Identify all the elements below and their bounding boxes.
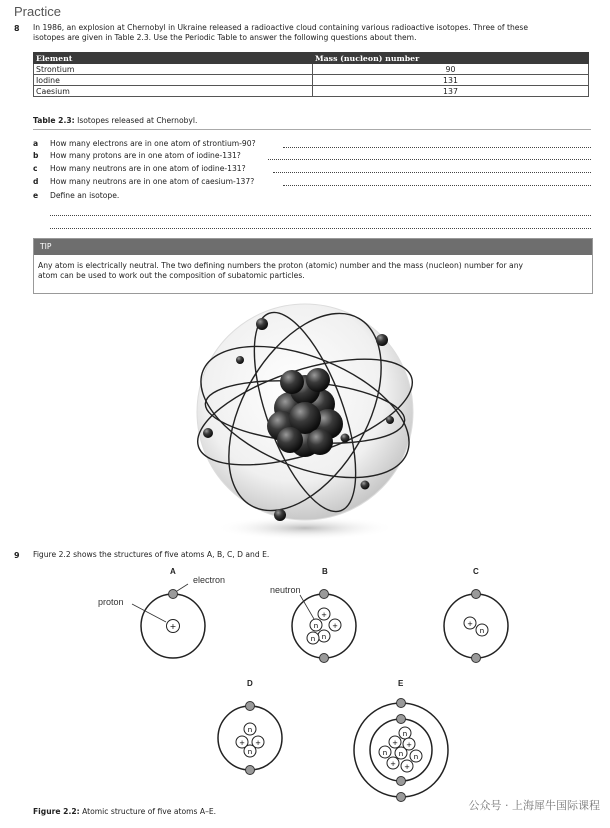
svg-text:+: + bbox=[239, 739, 245, 747]
figure-caption-text: Atomic structure of five atoms A–E. bbox=[82, 807, 217, 816]
watermark: 公众号 · 上海犀牛国际课程 bbox=[468, 799, 600, 812]
table-header-element: Element bbox=[34, 53, 313, 64]
atom-e bbox=[354, 699, 448, 802]
table-cell-element: Strontium bbox=[34, 64, 313, 75]
sub-question-text: How many protons are in one atom of iodine-131? bbox=[50, 151, 241, 160]
proton-label: proton bbox=[98, 597, 124, 607]
atom-b bbox=[292, 590, 356, 663]
atom-label-a: A bbox=[170, 567, 176, 576]
neutron-label: neutron bbox=[270, 585, 301, 595]
section-heading: Practice bbox=[14, 4, 61, 19]
sub-question-letter: c bbox=[33, 164, 38, 173]
table-cell-element: Iodine bbox=[34, 75, 313, 86]
question-9-text: Figure 2.2 shows the structures of five atoms A, B, C, D and E. bbox=[33, 550, 270, 559]
svg-text:n: n bbox=[402, 730, 408, 738]
svg-text:+: + bbox=[321, 611, 327, 619]
table-caption-text: Isotopes released at Chernobyl. bbox=[77, 116, 198, 125]
tip-line-2: atom can be used to work out the composition of subatomic particles. bbox=[38, 271, 305, 280]
atom-c bbox=[444, 590, 508, 663]
sub-question-text: How many neutrons are in one atom of iodine-131? bbox=[50, 164, 246, 173]
table-caption-label: Table 2.3: bbox=[33, 116, 75, 125]
question-8-line-1: In 1986, an explosion at Chernobyl in Ukraine released a radioactive cloud containing various radioactive isotopes. Three of these bbox=[33, 23, 529, 32]
sub-question-letter: d bbox=[33, 177, 39, 186]
atom-label-b: B bbox=[322, 567, 328, 576]
svg-text:n: n bbox=[479, 627, 485, 635]
atom-label-e: E bbox=[398, 679, 404, 688]
svg-text:+: + bbox=[404, 763, 410, 771]
figure-caption-label: Figure 2.2: bbox=[33, 807, 80, 816]
sub-question-letter: b bbox=[33, 151, 39, 160]
svg-text:+: + bbox=[406, 741, 412, 749]
tip-header: TIP bbox=[34, 239, 592, 255]
table-cell-mass: 137 bbox=[313, 86, 589, 97]
svg-text:+: + bbox=[332, 622, 338, 630]
svg-text:+: + bbox=[169, 622, 177, 631]
atom-a bbox=[132, 584, 205, 658]
sub-question-letter: a bbox=[33, 139, 39, 148]
figure-caption bbox=[33, 807, 216, 816]
svg-text:n: n bbox=[413, 753, 419, 761]
sub-question-text: How many neutrons are in one atom of caesium-137? bbox=[50, 177, 255, 186]
table-cell-mass: 131 bbox=[313, 75, 589, 86]
tip-line-1: Any atom is electrically neutral. The two defining numbers the proton (atomic) number and the mass (nucleon) number for any bbox=[38, 261, 523, 270]
svg-text:+: + bbox=[467, 620, 473, 628]
svg-text:n: n bbox=[247, 726, 253, 734]
sub-question-letter: e bbox=[33, 191, 39, 200]
atom-label-c: C bbox=[473, 567, 479, 576]
sub-question-text: Define an isotope. bbox=[50, 191, 120, 200]
svg-text:n: n bbox=[382, 749, 388, 757]
svg-text:n: n bbox=[310, 635, 316, 643]
table-header-mass: Mass (nucleon) number bbox=[313, 53, 589, 64]
svg-text:+: + bbox=[390, 760, 396, 768]
svg-text:n: n bbox=[313, 622, 319, 630]
sub-question-text: How many electrons are in one atom of strontium-90? bbox=[50, 139, 256, 148]
svg-text:+: + bbox=[255, 739, 261, 747]
table-cell-element: Caesium bbox=[34, 86, 313, 97]
question-number-9: 9 bbox=[14, 551, 20, 560]
atom-label-d: D bbox=[247, 679, 253, 688]
svg-text:n: n bbox=[398, 750, 404, 758]
svg-text:n: n bbox=[321, 633, 327, 641]
question-8-line-2: isotopes are given in Table 2.3. Use the Periodic Table to answer the following questions about them. bbox=[33, 33, 417, 42]
table-cell-mass: 90 bbox=[313, 64, 589, 75]
electron-label: electron bbox=[193, 575, 226, 585]
question-number-8: 8 bbox=[14, 24, 20, 33]
svg-text:+: + bbox=[392, 739, 398, 747]
svg-text:n: n bbox=[247, 748, 253, 756]
atom-d bbox=[218, 702, 282, 775]
